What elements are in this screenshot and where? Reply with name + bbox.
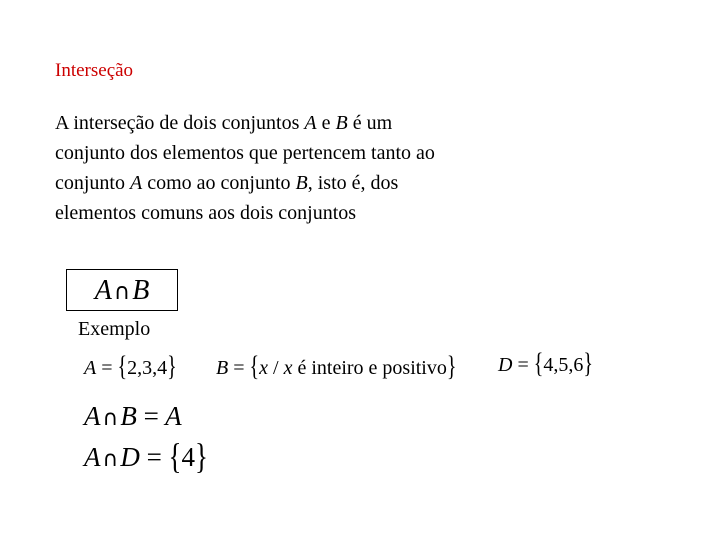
definition-text: e (316, 112, 336, 134)
set-variable-b: B (295, 172, 308, 194)
such-that-separator: / (268, 357, 284, 379)
definition-text: é um (347, 112, 393, 134)
set-elements: 4,5,6 (543, 354, 584, 376)
notation-left-set: A (94, 275, 112, 306)
equals-sign: = (517, 354, 529, 376)
close-brace: } (446, 350, 457, 383)
intersection-symbol-icon: ∩ (102, 406, 119, 431)
intersection-symbol-icon: ∩ (102, 447, 119, 472)
set-name: B (216, 357, 229, 379)
set-name: D (120, 442, 140, 472)
set-elements: 2,3,4 (127, 357, 168, 379)
set-name: B (120, 401, 137, 431)
definition-text: conjunto (55, 172, 130, 194)
set-d-definition (498, 347, 593, 380)
definition-line-4: elementos comuns aos dois conjuntos (55, 202, 357, 224)
close-brace: } (583, 347, 593, 380)
example-label: Exemplo (78, 318, 151, 340)
definition-text: , isto é, dos (307, 172, 399, 194)
equals-sign: = (101, 357, 113, 379)
open-brace: { (249, 350, 260, 383)
definition-text: como ao conjunto (142, 172, 296, 194)
result-value: 4 (181, 442, 196, 472)
set-name: A (84, 357, 97, 379)
intersection-notation-box (66, 269, 178, 311)
equals-sign: = (143, 401, 159, 431)
definition-text: A interseção de dois conjuntos (55, 112, 305, 134)
set-name: A (84, 442, 101, 472)
set-variable-a: A (130, 172, 143, 194)
open-brace: { (117, 350, 128, 383)
equals-sign: = (146, 442, 162, 472)
definition-paragraph (55, 108, 615, 228)
open-brace: { (168, 435, 182, 477)
result-value: A (165, 401, 182, 431)
set-b-definition (216, 350, 457, 383)
slide-title: Interseção (55, 60, 134, 81)
definition-line-2: conjunto dos elementos que pertencem tanto ao (55, 142, 435, 164)
set-variable-x: x (283, 357, 293, 379)
open-brace: { (533, 347, 544, 380)
result-a-intersect-b (84, 401, 182, 432)
equals-sign: = (233, 357, 245, 379)
set-a-definition (84, 350, 177, 383)
definition-line-3 (55, 168, 615, 198)
set-name: D (498, 354, 513, 376)
definition-line-1 (55, 108, 615, 138)
set-condition: é inteiro e positivo (292, 357, 447, 379)
close-brace: } (195, 435, 208, 477)
set-variable-x: x (259, 357, 268, 379)
notation-right-set: B (132, 275, 150, 306)
set-name: A (84, 401, 101, 431)
set-variable-b: B (335, 112, 348, 134)
result-a-intersect-d (84, 435, 208, 477)
set-variable-a: A (304, 112, 317, 134)
close-brace: } (167, 350, 177, 383)
intersection-symbol-icon: ∩ (113, 279, 131, 305)
